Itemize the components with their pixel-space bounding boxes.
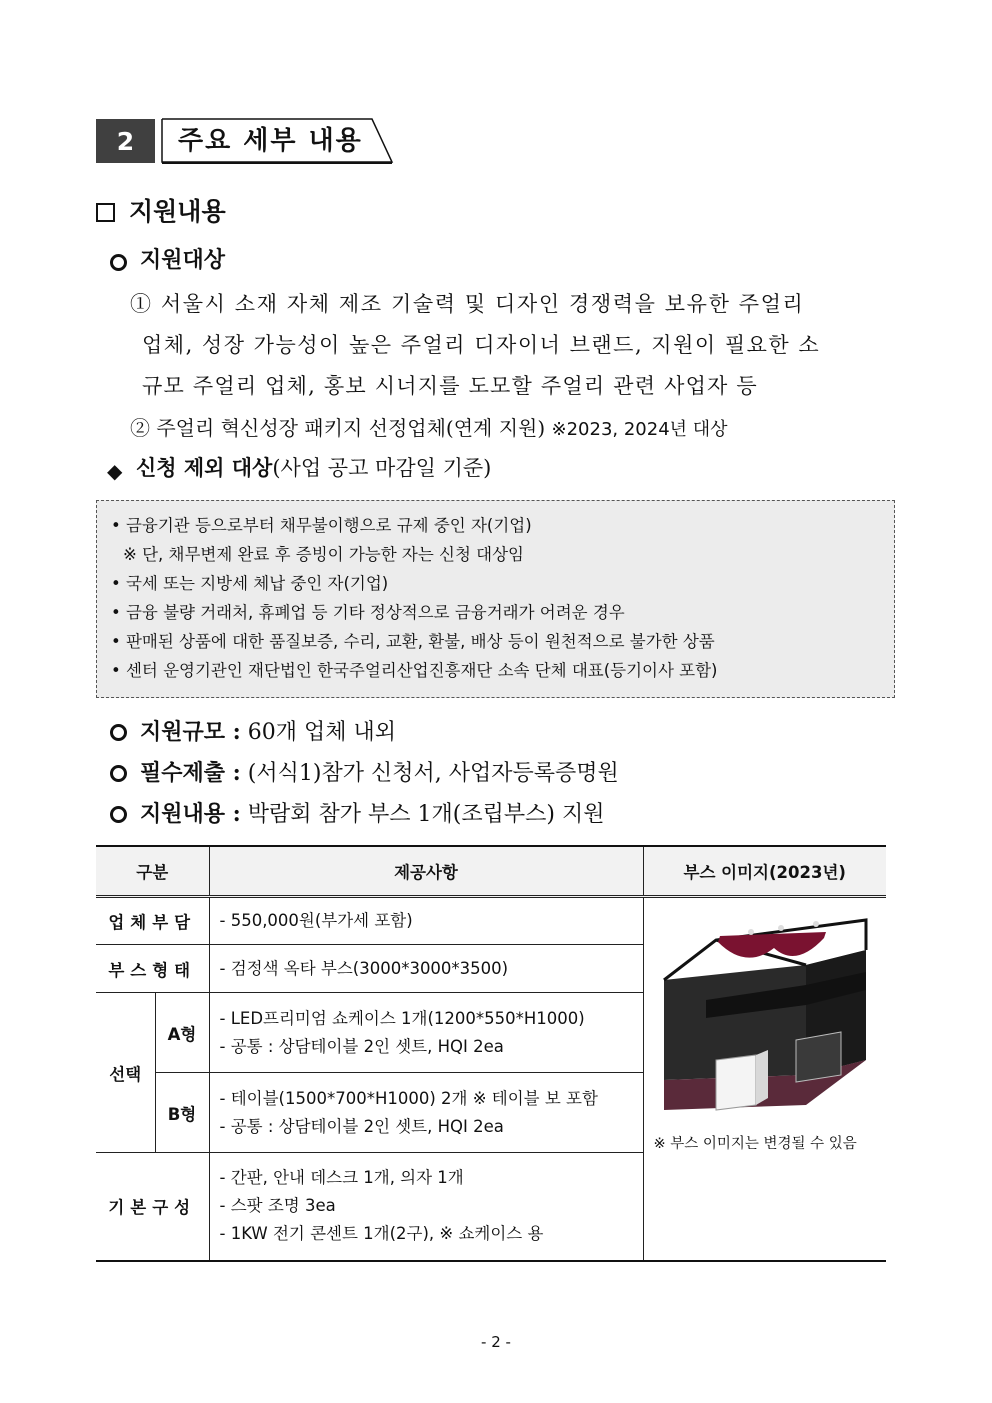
circle-bullet-icon <box>110 765 127 782</box>
row-value-type-b <box>209 1073 643 1153</box>
row-value-type-a <box>209 993 643 1073</box>
required-value: (서식1)참가 신청서, 사업자등록증명원 <box>247 761 619 786</box>
row-label-burden: 업체부담 <box>96 897 209 945</box>
table-header-row <box>96 846 886 897</box>
type-b-line: - 공통 : 상담테이블 2인 셋트, HQI 2ea <box>219 1116 504 1136</box>
diamond-bullet-icon: ◆ <box>107 459 123 483</box>
row-label-type-b: B형 <box>155 1073 209 1153</box>
exclusion-item: • 금융기관 등으로부터 채무불이행으로 규제 중인 자(기업) <box>111 516 532 535</box>
header-provision: 제공사항 <box>209 846 643 897</box>
row-value-basic <box>209 1153 643 1261</box>
scale-value: 60개 업체 내외 <box>247 720 397 745</box>
header-category: 구분 <box>96 846 209 897</box>
type-a-line: - 공통 : 상담테이블 2인 셋트, HQI 2ea <box>219 1036 504 1056</box>
booth-image-note: ※ 부스 이미지는 변경될 수 있음 <box>653 1136 857 1152</box>
offer-table <box>96 845 886 1262</box>
exclusion-title <box>136 452 491 484</box>
target-item2-note: ※2023, 2024년 대상 <box>551 419 728 440</box>
content-line <box>140 799 604 830</box>
exclusion-title-bold: 신청 제외 대상 <box>136 455 273 480</box>
required-line <box>140 758 619 789</box>
exclusion-box <box>96 500 895 698</box>
row-value-booth-type: - 검정색 옥타 부스(3000*3000*3500) <box>209 945 643 993</box>
booth-image-cell <box>643 897 886 1261</box>
exclusion-item: • 판매된 상품에 대한 품질보증, 수리, 교환, 환불, 배상 등이 원천적으로 불가한 상품 <box>111 632 715 651</box>
exclusion-title-rest: (사업 공고 마감일 기준) <box>272 456 492 480</box>
target-item1-line1: ① 서울시 소재 자체 제조 기술력 및 디자인 경쟁력을 보유한 주얼리 <box>130 292 805 316</box>
table-row <box>96 897 886 945</box>
support-heading: 지원내용 <box>129 197 226 226</box>
basic-line: - 스팟 조명 3ea <box>219 1196 336 1216</box>
content-label: 지원내용 : <box>140 801 241 827</box>
circle-bullet-icon <box>110 254 127 271</box>
header-booth-image: 부스 이미지(2023년) <box>643 846 886 897</box>
row-label-booth-type: 부스형태 <box>96 945 209 993</box>
checkbox-square-icon <box>96 203 115 222</box>
scale-label: 지원규모 : <box>140 719 241 745</box>
type-b-line: - 테이블(1500*700*H1000) 2개 ※ 테이블 보 포함 <box>219 1088 598 1108</box>
row-value-burden: - 550,000원(부가세 포함) <box>209 897 643 945</box>
target-item1-line2: 업체, 성장 가능성이 높은 주얼리 디자이너 브랜드, 지원이 필요한 소 <box>142 333 821 357</box>
exclusion-item: • 센터 운영기관인 재단법인 한국주얼리산업진흥재단 소속 단체 대표(등기이사 포함) <box>111 661 718 680</box>
content-value: 박람회 참가 부스 1개(조립부스) 지원 <box>247 802 605 827</box>
required-label: 필수제출 : <box>140 760 241 786</box>
circle-bullet-icon <box>110 724 127 741</box>
row-label-type-a: A형 <box>155 993 209 1073</box>
row-label-basic: 기본구성 <box>96 1153 209 1261</box>
row-label-choice: 선택 <box>96 993 155 1153</box>
section-title: 주요 세부 내용 <box>178 126 363 156</box>
basic-line: - 1KW 전기 콘센트 1개(2구), ※ 쇼케이스 용 <box>219 1224 544 1244</box>
page-number: - 2 - <box>481 1333 511 1351</box>
exclusion-note: ※ 단, 채무변제 완료 후 증빙이 가능한 자는 신청 대상임 <box>123 545 524 564</box>
scale-line <box>140 717 396 748</box>
basic-line: - 간판, 안내 데스크 1개, 의자 1개 <box>219 1168 464 1188</box>
target-item1-line3: 규모 주얼리 업체, 홍보 시너지를 도모할 주얼리 관련 사업자 등 <box>142 374 758 398</box>
booth-image <box>656 910 874 1122</box>
target-item2-text: ② 주얼리 혁신성장 패키지 선정업체(연계 지원) <box>130 416 546 440</box>
target-item2 <box>130 413 728 445</box>
exclusion-item: • 금융 불량 거래처, 휴폐업 등 기타 정상적으로 금융거래가 어려운 경우 <box>111 603 625 622</box>
target-label: 지원대상 <box>140 247 226 273</box>
exclusion-item: • 국세 또는 지방세 체납 중인 자(기업) <box>111 574 389 593</box>
type-a-line: - LED프리미엄 쇼케이스 1개(1200*550*H1000) <box>219 1008 585 1028</box>
circle-bullet-icon <box>110 806 127 823</box>
section-number: 2 <box>96 119 155 163</box>
